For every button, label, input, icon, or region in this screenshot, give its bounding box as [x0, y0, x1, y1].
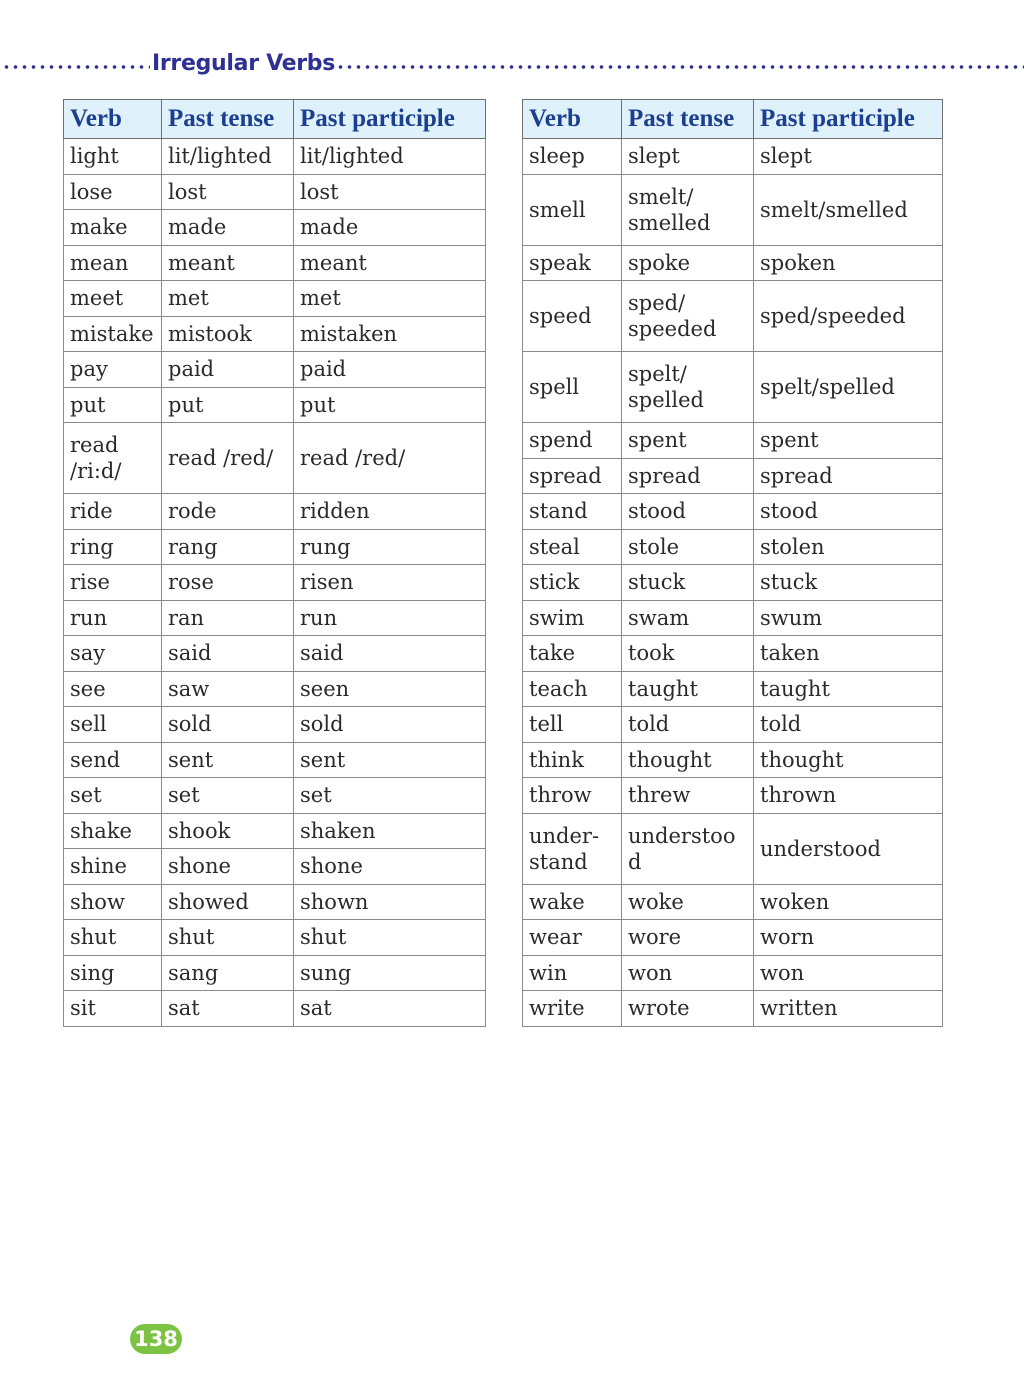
past-participle-cell: sent: [294, 742, 486, 778]
header-verb: Verb: [523, 100, 622, 139]
past-participle-cell: risen: [294, 565, 486, 601]
table-row: [523, 600, 943, 636]
verb-cell: pay: [64, 352, 162, 388]
past-participle-cell: smelt/smelled: [754, 174, 943, 245]
dotted-rule-left: [2, 65, 150, 69]
past-participle-cell: run: [294, 600, 486, 636]
table-row: [64, 707, 486, 743]
past-tense-cell: rose: [162, 565, 294, 601]
header-past-tense: Past tense: [162, 100, 294, 139]
past-participle-cell: stood: [754, 494, 943, 530]
verb-cell: shut: [64, 920, 162, 956]
header-verb: Verb: [64, 100, 162, 139]
table-row: [64, 742, 486, 778]
past-tense-cell: saw: [162, 671, 294, 707]
verb-cell: take: [523, 636, 622, 672]
table-row: [64, 636, 486, 672]
past-participle-cell: sat: [294, 991, 486, 1027]
past-tense-cell: woke: [622, 884, 754, 920]
past-tense-cell: rang: [162, 529, 294, 565]
verb-cell: swim: [523, 600, 622, 636]
table-row: [523, 245, 943, 281]
past-tense-cell: ran: [162, 600, 294, 636]
table-row: [64, 139, 486, 175]
table-row: [64, 423, 486, 494]
past-tense-cell: spoke: [622, 245, 754, 281]
past-participle-cell: made: [294, 210, 486, 246]
table-row: [64, 671, 486, 707]
verb-cell: under- stand: [523, 813, 622, 884]
table-row: [523, 352, 943, 423]
past-participle-cell: spent: [754, 423, 943, 459]
past-tense-cell: paid: [162, 352, 294, 388]
past-participle-cell: spoken: [754, 245, 943, 281]
table-row: [64, 174, 486, 210]
verb-cell: shine: [64, 849, 162, 885]
verb-cell: show: [64, 884, 162, 920]
table-row: [64, 387, 486, 423]
table-row: [523, 636, 943, 672]
table-row: [523, 423, 943, 459]
table-row: [523, 884, 943, 920]
table-row: [64, 281, 486, 317]
header-past-participle: Past participle: [294, 100, 486, 139]
table-header-row: [523, 100, 943, 139]
past-tense-cell: took: [622, 636, 754, 672]
past-participle-cell: met: [294, 281, 486, 317]
past-participle-cell: meant: [294, 245, 486, 281]
past-tense-cell: wore: [622, 920, 754, 956]
past-tense-cell: sat: [162, 991, 294, 1027]
past-participle-cell: written: [754, 991, 943, 1027]
page-number-badge: 138: [130, 1324, 182, 1354]
past-tense-cell: put: [162, 387, 294, 423]
past-tense-cell: sang: [162, 955, 294, 991]
irregular-verbs-table-right: [522, 99, 943, 1027]
table-row: [523, 281, 943, 352]
verb-cell: lose: [64, 174, 162, 210]
past-tense-cell: said: [162, 636, 294, 672]
past-tense-cell: spelt/ spelled: [622, 352, 754, 423]
verb-cell: win: [523, 955, 622, 991]
table-row: [523, 565, 943, 601]
past-participle-cell: paid: [294, 352, 486, 388]
table-row: [64, 849, 486, 885]
past-tense-cell: sped/ speeded: [622, 281, 754, 352]
past-participle-cell: rung: [294, 529, 486, 565]
past-participle-cell: sung: [294, 955, 486, 991]
past-participle-cell: ridden: [294, 494, 486, 530]
verb-cell: say: [64, 636, 162, 672]
table-row: [64, 920, 486, 956]
past-tense-cell: showed: [162, 884, 294, 920]
table-row: [523, 707, 943, 743]
irregular-verbs-table-left: [63, 99, 486, 1027]
past-participle-cell: shown: [294, 884, 486, 920]
header-past-participle: Past participle: [754, 100, 943, 139]
table-row: [64, 884, 486, 920]
verb-cell: sing: [64, 955, 162, 991]
table-row: [64, 494, 486, 530]
verb-cell: throw: [523, 778, 622, 814]
verb-cell: think: [523, 742, 622, 778]
verb-cell: send: [64, 742, 162, 778]
past-tense-cell: rode: [162, 494, 294, 530]
verb-cell: wear: [523, 920, 622, 956]
past-tense-cell: told: [622, 707, 754, 743]
past-tense-cell: stole: [622, 529, 754, 565]
past-participle-cell: said: [294, 636, 486, 672]
verb-cell: spread: [523, 458, 622, 494]
past-tense-cell: smelt/ smelled: [622, 174, 754, 245]
past-participle-cell: sped/speeded: [754, 281, 943, 352]
past-participle-cell: slept: [754, 139, 943, 175]
past-participle-cell: put: [294, 387, 486, 423]
verb-cell: make: [64, 210, 162, 246]
verb-cell: write: [523, 991, 622, 1027]
past-tense-cell: won: [622, 955, 754, 991]
verb-cell: speed: [523, 281, 622, 352]
header-past-tense: Past tense: [622, 100, 754, 139]
verb-cell: steal: [523, 529, 622, 565]
past-participle-cell: won: [754, 955, 943, 991]
verb-cell: run: [64, 600, 162, 636]
verb-cell: ride: [64, 494, 162, 530]
table-row: [523, 529, 943, 565]
verb-cell: teach: [523, 671, 622, 707]
verb-cell: rise: [64, 565, 162, 601]
table-row: [64, 316, 486, 352]
table-row: [523, 778, 943, 814]
past-participle-cell: mistaken: [294, 316, 486, 352]
past-participle-cell: taught: [754, 671, 943, 707]
past-tense-cell: met: [162, 281, 294, 317]
past-participle-cell: woken: [754, 884, 943, 920]
table-row: [523, 458, 943, 494]
past-tense-cell: spent: [622, 423, 754, 459]
verb-cell: smell: [523, 174, 622, 245]
past-tense-cell: swam: [622, 600, 754, 636]
verb-cell: meet: [64, 281, 162, 317]
verb-cell: light: [64, 139, 162, 175]
verb-cell: wake: [523, 884, 622, 920]
table-row: [523, 991, 943, 1027]
verb-cell: see: [64, 671, 162, 707]
past-tense-cell: meant: [162, 245, 294, 281]
past-participle-cell: seen: [294, 671, 486, 707]
past-tense-cell: set: [162, 778, 294, 814]
past-participle-cell: told: [754, 707, 943, 743]
table-row: [523, 742, 943, 778]
verb-cell: read /ri:d/: [64, 423, 162, 494]
table-row: [64, 565, 486, 601]
past-tense-cell: lit/lighted: [162, 139, 294, 175]
past-participle-cell: thought: [754, 742, 943, 778]
past-tense-cell: spread: [622, 458, 754, 494]
past-tense-cell: threw: [622, 778, 754, 814]
past-participle-cell: lost: [294, 174, 486, 210]
table-row: [64, 210, 486, 246]
past-participle-cell: shone: [294, 849, 486, 885]
verb-cell: sit: [64, 991, 162, 1027]
past-tense-cell: wrote: [622, 991, 754, 1027]
table-row: [64, 955, 486, 991]
past-tense-cell: shone: [162, 849, 294, 885]
past-participle-cell: worn: [754, 920, 943, 956]
verb-cell: put: [64, 387, 162, 423]
table-row: [523, 139, 943, 175]
verb-cell: stand: [523, 494, 622, 530]
past-participle-cell: taken: [754, 636, 943, 672]
past-tense-cell: understood: [622, 813, 754, 884]
past-tense-cell: stood: [622, 494, 754, 530]
past-tense-cell: slept: [622, 139, 754, 175]
verb-cell: mistake: [64, 316, 162, 352]
past-participle-cell: shaken: [294, 813, 486, 849]
table-row: [64, 245, 486, 281]
verb-cell: ring: [64, 529, 162, 565]
table-row: [64, 778, 486, 814]
table-row: [523, 955, 943, 991]
table-row: [523, 494, 943, 530]
page-title: Irregular Verbs: [152, 51, 336, 76]
past-participle-cell: thrown: [754, 778, 943, 814]
table-row: [64, 352, 486, 388]
table-row: [523, 813, 943, 884]
table-row: [64, 991, 486, 1027]
past-tense-cell: sold: [162, 707, 294, 743]
past-participle-cell: shut: [294, 920, 486, 956]
past-participle-cell: understood: [754, 813, 943, 884]
past-participle-cell: swum: [754, 600, 943, 636]
table-row: [523, 920, 943, 956]
past-tense-cell: taught: [622, 671, 754, 707]
verb-cell: mean: [64, 245, 162, 281]
past-participle-cell: lit/lighted: [294, 139, 486, 175]
past-participle-cell: sold: [294, 707, 486, 743]
table-row: [64, 529, 486, 565]
past-participle-cell: set: [294, 778, 486, 814]
past-participle-cell: spread: [754, 458, 943, 494]
verb-cell: sell: [64, 707, 162, 743]
past-tense-cell: shook: [162, 813, 294, 849]
past-tense-cell: thought: [622, 742, 754, 778]
section-title-bar: [0, 50, 1024, 82]
verb-cell: spell: [523, 352, 622, 423]
table-header-row: [64, 100, 486, 139]
past-tense-cell: stuck: [622, 565, 754, 601]
past-participle-cell: stuck: [754, 565, 943, 601]
table-row: [523, 174, 943, 245]
past-tense-cell: shut: [162, 920, 294, 956]
past-participle-cell: stolen: [754, 529, 943, 565]
verb-cell: speak: [523, 245, 622, 281]
verb-cell: tell: [523, 707, 622, 743]
verb-cell: sleep: [523, 139, 622, 175]
table-row: [64, 600, 486, 636]
past-tense-cell: made: [162, 210, 294, 246]
table-row: [64, 813, 486, 849]
dotted-rule-right: [336, 65, 1024, 69]
past-tense-cell: read /red/: [162, 423, 294, 494]
past-participle-cell: read /red/: [294, 423, 486, 494]
verb-cell: spend: [523, 423, 622, 459]
past-tense-cell: mistook: [162, 316, 294, 352]
past-tense-cell: lost: [162, 174, 294, 210]
past-tense-cell: sent: [162, 742, 294, 778]
past-participle-cell: spelt/spelled: [754, 352, 943, 423]
verb-cell: set: [64, 778, 162, 814]
verb-cell: shake: [64, 813, 162, 849]
verb-cell: stick: [523, 565, 622, 601]
table-row: [523, 671, 943, 707]
